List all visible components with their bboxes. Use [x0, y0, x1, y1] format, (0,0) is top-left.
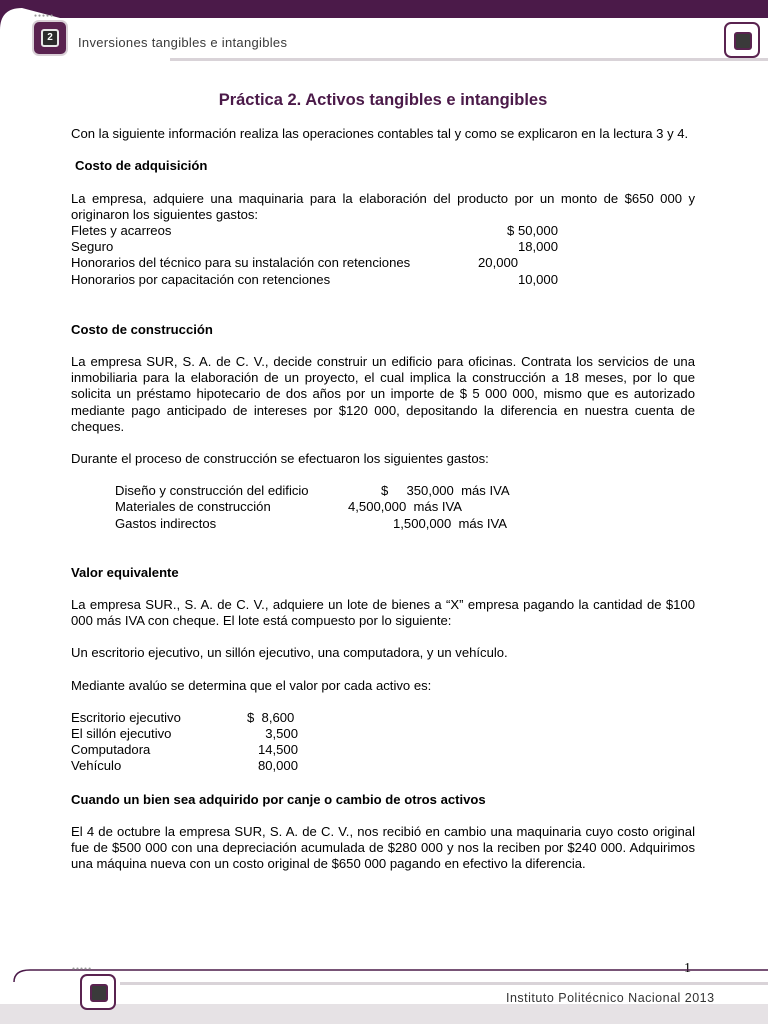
expense-label: Honorarios del técnico para su instalación con retenciones: [71, 255, 411, 271]
unit-number: 2: [41, 29, 59, 47]
section-heading-canje: Cuando un bien sea adquirido por canje o cambio de otros activos: [71, 791, 486, 807]
expense-row: [71, 239, 695, 255]
section-paragraph: La empresa SUR., S. A. de C. V., adquiere un lote de bienes a “X” empresa pagando la cantidad de $100 000 más IVA con cheque. El lote está compuesto por lo siguiente:: [71, 596, 695, 629]
expense-row: [71, 255, 695, 271]
asset-row: [71, 710, 695, 726]
expense-amount: $ 50,000: [507, 223, 558, 239]
institution-name: Instituto Politécnico Nacional 2013: [506, 991, 715, 1005]
expense-amount: 4,500,000 más IVA: [348, 499, 463, 515]
asset-label: El sillón ejecutivo: [71, 725, 172, 741]
asset-row: [71, 758, 695, 774]
asset-row: [71, 726, 695, 742]
header-title: Inversiones tangibles e intangibles: [78, 35, 288, 50]
section-paragraph: La empresa SUR, S. A. de C. V., decide construir un edificio para oficinas. Contrata los servicios de una inmobiliaria para la elaboración de un proyecto, el cual implica la construcción a 18 meses, por lo que solicita un préstamo hipotecario de dos años por un importe de $ 5 000 000, mismo que es autorizado mediante pago anticipado de intereses por $120 000, depositando la diferencia en nuestra cuenta de cheques.: [71, 353, 695, 434]
page-title: Práctica 2. Activos tangibles e intangibles: [218, 91, 548, 109]
intro-paragraph: Con la siguiente información realiza las operaciones contables tal y como se explicaron en la lectura 3 y 4.: [71, 126, 689, 142]
section-paragraph: Durante el proceso de construcción se efectuaron los siguientes gastos:: [71, 450, 489, 466]
asset-row: [71, 742, 695, 758]
section-heading-valor-equivalente: Valor equivalente: [71, 564, 179, 580]
expense-row: [71, 499, 695, 515]
expense-label: Materiales de construcción: [115, 499, 271, 515]
asset-amount: $ 8,600: [247, 709, 295, 725]
section-paragraph: El 4 de octubre la empresa SUR, S. A. de C. V., nos recibió en cambio una maquinaria cuyo costo original fue de $500 000 con una depreciación acumulada de $280 000 y nos la reciben por $240 000. Adquirimos una máquina nueva con un costo original de $650 000 pagando en efectivo la diferencia.: [71, 823, 695, 872]
section-heading-adquisicion: Costo de adquisición: [75, 158, 208, 174]
asset-label: Escritorio ejecutivo: [71, 709, 181, 725]
section-paragraph: Un escritorio ejecutivo, un sillón ejecutivo, una computadora, y un vehículo.: [71, 645, 508, 661]
expense-row: [71, 272, 695, 288]
expense-label: Fletes y acarreos: [71, 223, 172, 239]
expense-label: Seguro: [71, 239, 114, 255]
expense-row: [71, 223, 695, 239]
asset-amount: 14,500: [257, 742, 298, 758]
expense-label: Honorarios por capacitación con retenciones: [71, 271, 331, 287]
footer-logo-icon: [80, 974, 116, 1010]
expense-row: [71, 516, 695, 532]
asset-label: Vehículo: [71, 758, 122, 774]
asset-amount: 80,000: [257, 758, 298, 774]
expense-amount: 20,000: [478, 255, 519, 271]
expense-amount: 1,500,000 más IVA: [393, 515, 508, 531]
expense-row: [71, 483, 695, 499]
expense-label: Gastos indirectos: [115, 515, 217, 531]
corner-logo-icon: [724, 22, 760, 58]
section-paragraph: Mediante avalúo se determina que el valor por cada activo es:: [71, 677, 432, 693]
logo-dots: ●●●●●: [34, 13, 55, 19]
section-paragraph: La empresa, adquiere una maquinaria para la elaboración del producto por un monto de $650 000 y originaron los siguientes gastos:: [71, 190, 695, 222]
expense-amount: $ 350,000 más IVA: [381, 483, 510, 499]
expense-amount: 10,000: [517, 271, 558, 287]
section-heading-construccion: Costo de construcción: [71, 321, 213, 337]
expense-amount: 18,000: [517, 239, 558, 255]
expense-label: Diseño y construcción del edificio: [115, 483, 309, 499]
document-body: [71, 92, 695, 872]
asset-label: Computadora: [71, 742, 151, 758]
logo-dots: ●●●●●: [72, 966, 93, 972]
asset-amount: 3,500: [265, 725, 298, 741]
unit-logo-icon: [32, 20, 68, 56]
page-number: 1: [684, 961, 691, 976]
